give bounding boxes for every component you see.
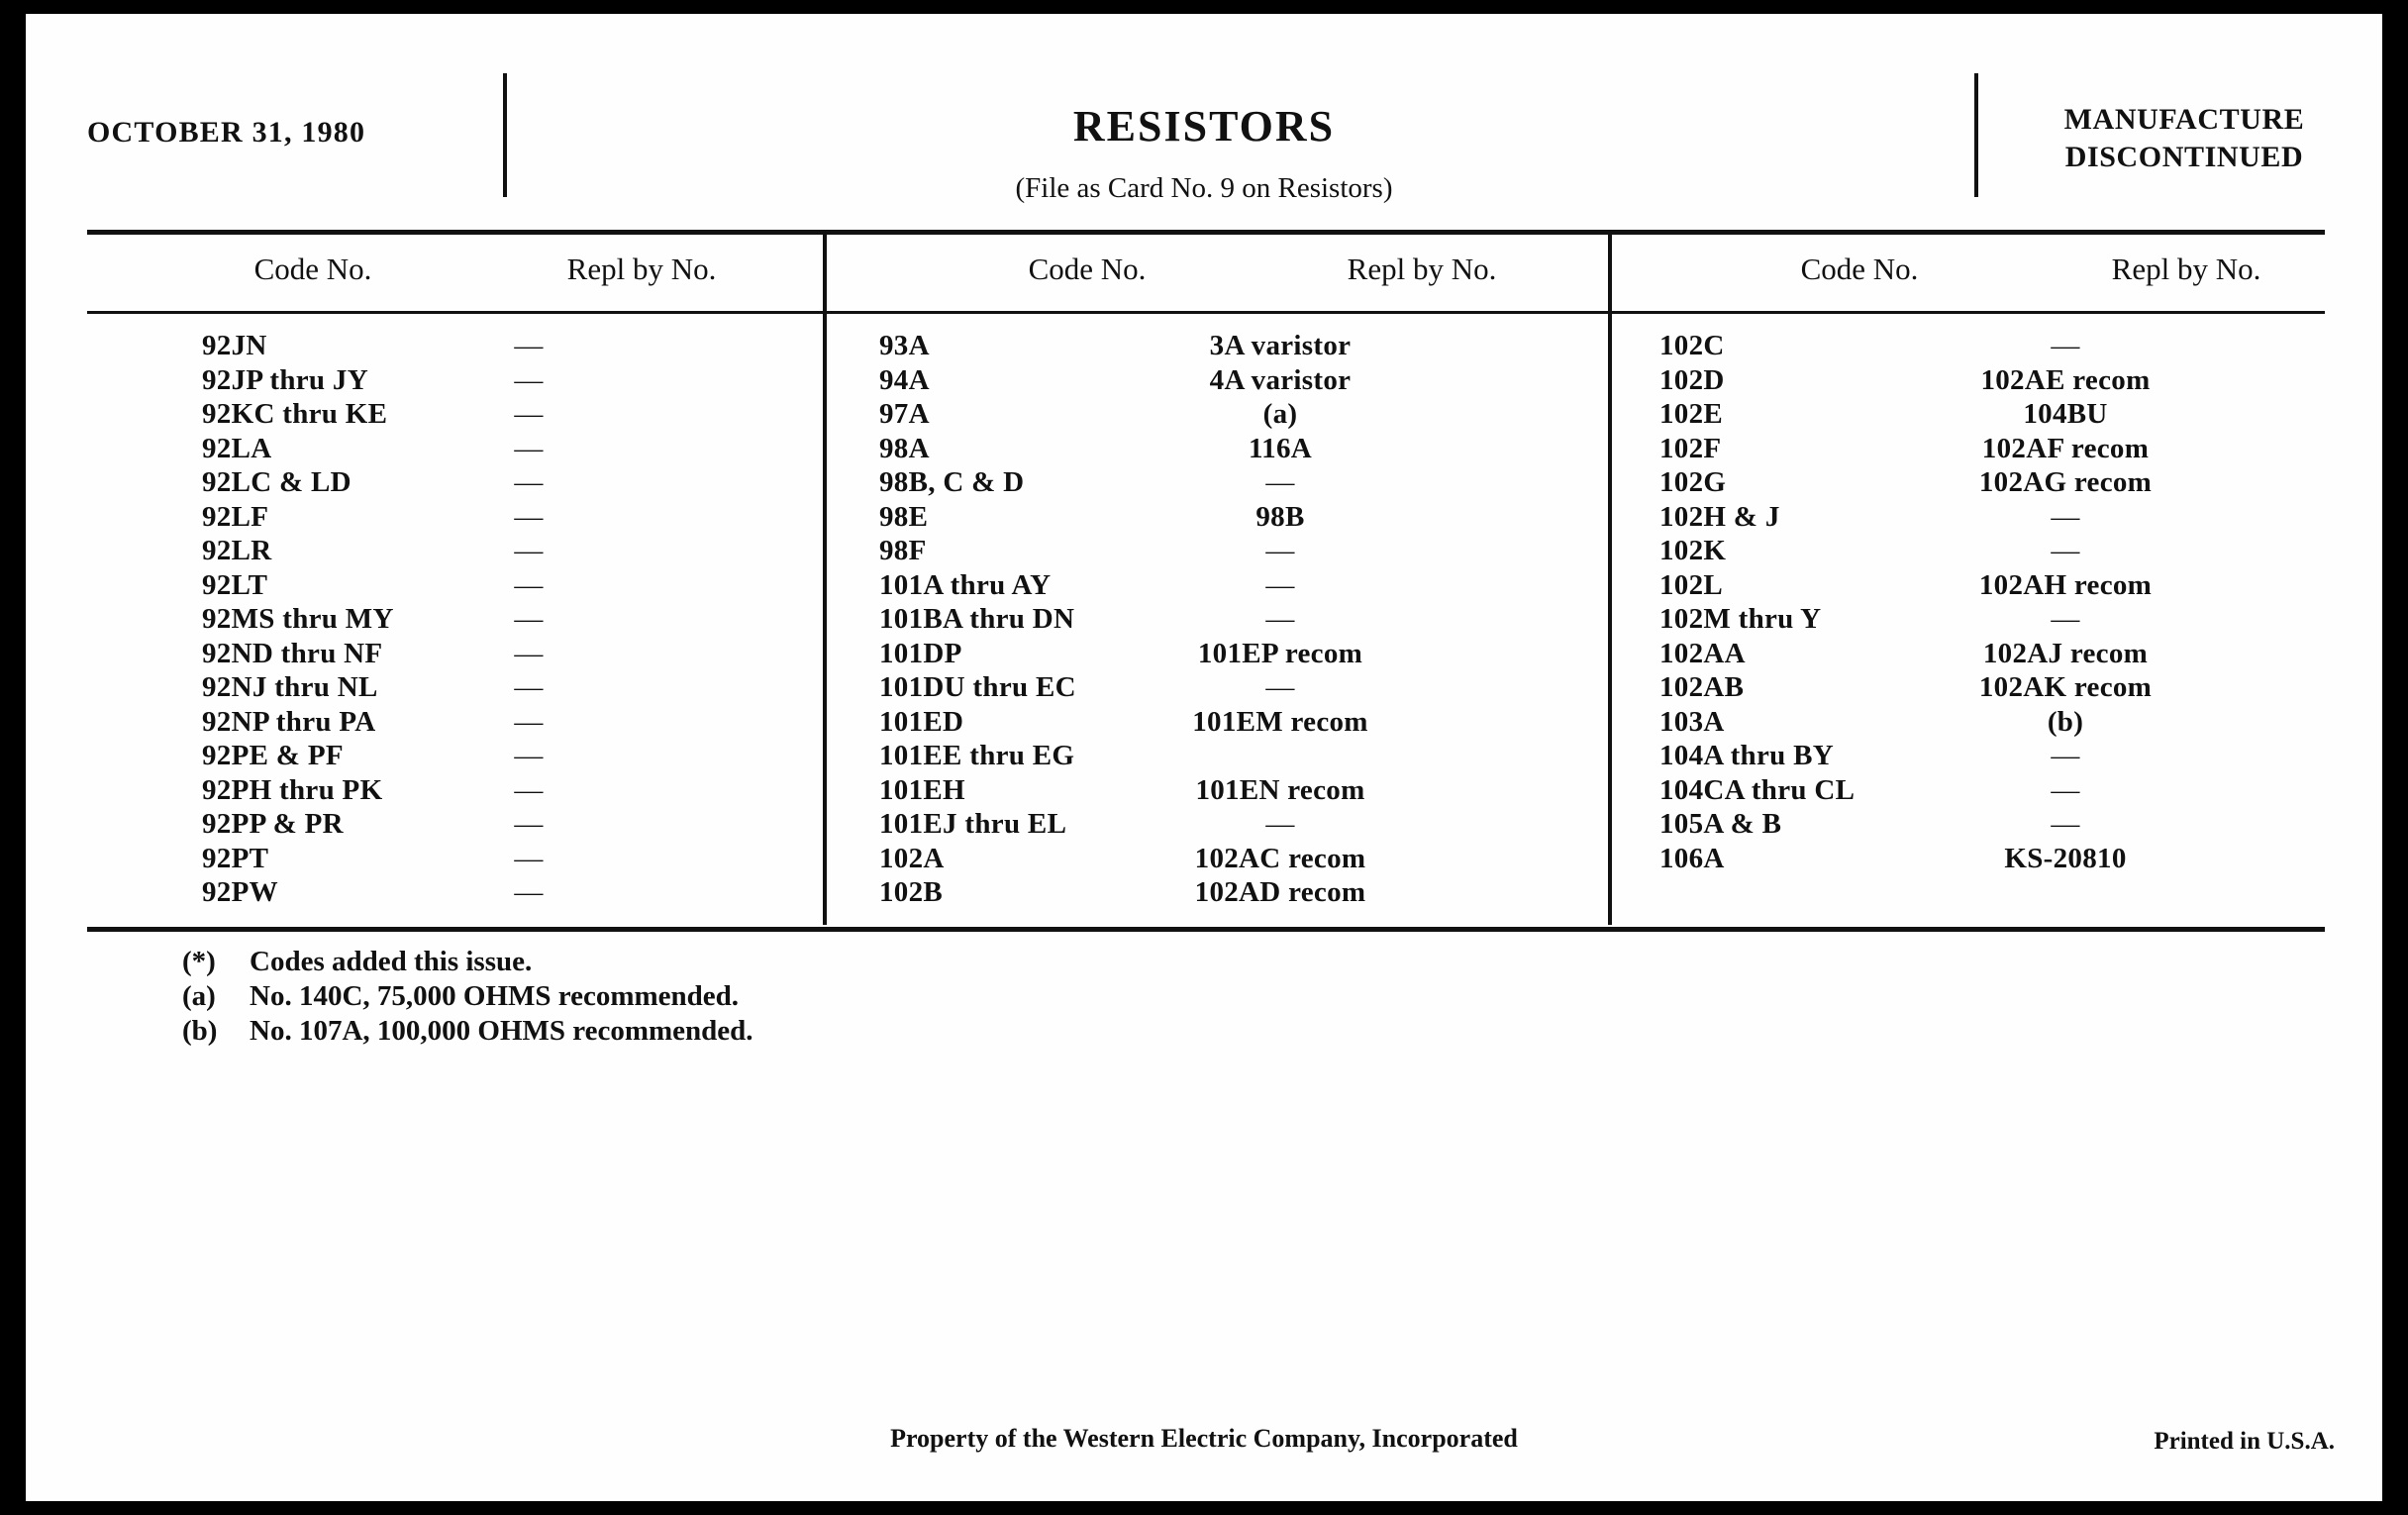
code-number: 98F xyxy=(879,535,927,566)
footnote-marker: (b) xyxy=(182,1015,218,1047)
replacement-number: 102AG recom xyxy=(1978,466,2153,498)
table-row xyxy=(202,807,796,842)
table-row xyxy=(879,705,1572,740)
code-number: 94A xyxy=(879,363,930,396)
table-row xyxy=(1659,739,2313,773)
table-row xyxy=(202,329,796,363)
table-group-1 xyxy=(202,329,796,910)
code-number: 101EE thru EG xyxy=(879,740,1075,771)
issue-date: OCTOBER 31, 1980 xyxy=(87,116,366,149)
code-number: 102L xyxy=(1659,568,1724,601)
replacement-number: — xyxy=(2051,603,2080,635)
code-number: 92NP thru PA xyxy=(202,705,376,738)
table-row xyxy=(879,842,1572,876)
replacement-number: — xyxy=(2051,740,2080,771)
replacement-number: — xyxy=(514,671,544,703)
table-row xyxy=(879,637,1572,671)
code-number: 102F xyxy=(1659,432,1722,464)
table-row xyxy=(1659,432,2313,466)
table-row xyxy=(1659,500,2313,535)
replacement-number: 104BU xyxy=(2023,398,2108,430)
code-number: 102M thru Y xyxy=(1659,603,1822,635)
footnote-marker: (a) xyxy=(182,980,216,1012)
replacement-number: 102AE recom xyxy=(1980,363,2151,396)
code-number: 101A thru AY xyxy=(879,568,1052,601)
footnote xyxy=(182,1014,753,1049)
replacement-number: 102AC recom xyxy=(1194,842,1366,874)
replacement-number: (a) xyxy=(1262,398,1298,430)
replacement-number: — xyxy=(514,740,544,771)
replacement-number: — xyxy=(514,535,544,566)
footnote-text: No. 140C, 75,000 OHMS recommended. xyxy=(250,980,740,1012)
replacement-number: 102AH recom xyxy=(1978,568,2153,601)
code-number: 92LR xyxy=(202,535,272,566)
replacement-number: (b) xyxy=(2047,705,2084,738)
replacement-number: 102AD recom xyxy=(1194,876,1366,908)
code-number: 92PE & PF xyxy=(202,740,344,771)
table-row xyxy=(202,602,796,637)
table-row xyxy=(879,397,1572,432)
code-number: 98B, C & D xyxy=(879,466,1025,498)
replacement-number: KS-20810 xyxy=(2004,842,2127,874)
table-row xyxy=(1659,329,2313,363)
table-row xyxy=(202,705,796,740)
table-column-headers xyxy=(87,252,2325,307)
table-row xyxy=(202,465,796,500)
replacement-number: 3A varistor xyxy=(1209,330,1352,361)
replacement-number: 101EN recom xyxy=(1195,773,1365,806)
table-column-divider-1 xyxy=(823,234,827,925)
table-group-3 xyxy=(1659,329,2313,875)
print-notice: Printed in U.S.A. xyxy=(2154,1428,2335,1455)
column-header-repl-3: Repl by No. xyxy=(2111,252,2261,286)
card-header xyxy=(26,14,2382,204)
replacement-number: 101EP recom xyxy=(1197,637,1363,669)
table-row xyxy=(879,534,1572,568)
code-number: 92PT xyxy=(202,842,269,874)
replacement-number: — xyxy=(2051,330,2080,361)
table-column-divider-2 xyxy=(1608,234,1612,925)
replacement-number: — xyxy=(514,466,544,498)
code-number: 102C xyxy=(1659,330,1725,361)
code-number: 92LF xyxy=(202,500,269,533)
table-row xyxy=(202,397,796,432)
code-number: 92MS thru MY xyxy=(202,603,394,635)
code-number: 101EJ thru EL xyxy=(879,808,1067,840)
property-notice: Property of the Western Electric Company, Incorporated xyxy=(890,1424,1518,1453)
code-number: 101DP xyxy=(879,637,962,669)
code-number: 101EH xyxy=(879,773,965,806)
code-number: 101DU thru EC xyxy=(879,671,1076,703)
table-row xyxy=(202,363,796,398)
table-row xyxy=(1659,773,2313,808)
replacement-number: — xyxy=(2051,535,2080,566)
table-row xyxy=(1659,568,2313,603)
table-row xyxy=(202,875,796,910)
table-row xyxy=(879,363,1572,398)
code-number: 104CA thru CL xyxy=(1659,773,1856,806)
table-header-rule xyxy=(87,311,2325,314)
code-number: 102AB xyxy=(1659,671,1745,703)
code-number: 102E xyxy=(1659,398,1724,430)
code-number: 102H & J xyxy=(1659,500,1780,533)
table-row xyxy=(202,500,796,535)
replacement-number: — xyxy=(514,808,544,840)
table-row xyxy=(879,807,1572,842)
table-row xyxy=(1659,670,2313,705)
replacement-number: — xyxy=(514,398,544,430)
replacement-number: — xyxy=(2051,808,2080,840)
footnote xyxy=(182,945,753,979)
table-row xyxy=(1659,807,2313,842)
status-line-2: DISCONTINUED xyxy=(2064,140,2304,173)
code-number: 102K xyxy=(1659,535,1727,566)
table-row xyxy=(202,842,796,876)
replacement-number: — xyxy=(1265,466,1295,498)
code-number: 98A xyxy=(879,432,930,464)
code-number: 92PW xyxy=(202,876,278,908)
replacement-number: — xyxy=(514,603,544,635)
replacement-number: — xyxy=(2051,773,2080,806)
table-row xyxy=(202,637,796,671)
replacement-number: 102AJ recom xyxy=(1982,637,2149,669)
replacement-number: — xyxy=(514,637,544,669)
code-number: 105A & B xyxy=(1659,808,1782,840)
table-row xyxy=(1659,363,2313,398)
reference-card xyxy=(26,14,2382,1501)
table-row xyxy=(879,500,1572,535)
replacement-number: — xyxy=(1265,603,1295,635)
code-number: 102G xyxy=(1659,466,1727,498)
replacement-number: — xyxy=(514,705,544,738)
table-top-rule xyxy=(87,230,2325,235)
replacement-number: 102AF recom xyxy=(1981,432,2150,464)
code-number: 92LA xyxy=(202,432,272,464)
code-number: 98E xyxy=(879,500,929,533)
table-row xyxy=(202,534,796,568)
table-row xyxy=(879,602,1572,637)
replacement-number: — xyxy=(2051,500,2080,533)
replacement-number: 116A xyxy=(1248,432,1313,464)
replacement-number: — xyxy=(514,330,544,361)
page-subtitle: (File as Card No. 9 on Resistors) xyxy=(1015,172,1393,204)
code-number: 92ND thru NF xyxy=(202,637,383,669)
table-row xyxy=(879,739,1572,773)
code-number: 106A xyxy=(1659,842,1725,874)
footnote-marker: (*) xyxy=(182,946,216,977)
footnotes xyxy=(182,945,753,1049)
column-header-repl-2: Repl by No. xyxy=(1347,252,1497,286)
replacement-number: — xyxy=(514,773,544,806)
code-number: 92NJ thru NL xyxy=(202,671,378,703)
code-number: 92JP thru JY xyxy=(202,363,368,396)
table-row xyxy=(879,875,1572,910)
table-row xyxy=(1659,534,2313,568)
code-number: 93A xyxy=(879,330,930,361)
column-header-code-2: Code No. xyxy=(1028,252,1147,286)
replacement-number: — xyxy=(514,876,544,908)
code-number: 101ED xyxy=(879,705,964,738)
code-number: 92PP & PR xyxy=(202,808,344,840)
code-number: 92LT xyxy=(202,568,268,601)
replacement-number: — xyxy=(1265,535,1295,566)
column-header-code-1: Code No. xyxy=(253,252,372,286)
footnote xyxy=(182,979,753,1014)
code-number: 97A xyxy=(879,398,930,430)
table-row xyxy=(879,670,1572,705)
code-number: 102D xyxy=(1659,363,1725,396)
replacement-number: 4A varistor xyxy=(1209,363,1352,396)
table-row xyxy=(1659,637,2313,671)
table-row xyxy=(202,739,796,773)
code-number: 102B xyxy=(879,876,944,908)
table-row xyxy=(202,670,796,705)
replacement-number: — xyxy=(514,568,544,601)
table-row xyxy=(879,432,1572,466)
table-row xyxy=(202,568,796,603)
replacement-number: 98B xyxy=(1255,500,1305,533)
table-row xyxy=(879,568,1572,603)
table-group-2 xyxy=(879,329,1572,910)
replacement-number: — xyxy=(1265,568,1295,601)
code-number: 104A thru BY xyxy=(1659,740,1835,771)
code-number: 92JN xyxy=(202,330,267,361)
status-line-1: MANUFACTURE xyxy=(2063,103,2305,136)
table-bottom-rule xyxy=(87,927,2325,932)
replacement-number: — xyxy=(514,432,544,464)
code-number: 102A xyxy=(879,842,945,874)
table-row xyxy=(202,773,796,808)
table-row xyxy=(1659,397,2313,432)
code-number: 102AA xyxy=(1659,637,1746,669)
code-number: 92KC thru KE xyxy=(202,398,388,430)
replacement-number: — xyxy=(514,842,544,874)
code-number: 92LC & LD xyxy=(202,466,351,498)
table-row xyxy=(879,465,1572,500)
table-row xyxy=(1659,705,2313,740)
replacement-number: — xyxy=(514,363,544,396)
code-number: 103A xyxy=(1659,705,1725,738)
table-row xyxy=(879,773,1572,808)
replacement-number: 102AK recom xyxy=(1978,671,2153,703)
status-badge xyxy=(1996,101,2372,175)
column-header-repl-1: Repl by No. xyxy=(566,252,717,286)
table-row xyxy=(1659,465,2313,500)
code-number: 101BA thru DN xyxy=(879,603,1075,635)
footnote-text: Codes added this issue. xyxy=(250,946,533,977)
replacement-number: — xyxy=(1265,808,1295,840)
table-row xyxy=(202,432,796,466)
replacement-number: 101EM recom xyxy=(1192,705,1368,738)
replacement-number: — xyxy=(1265,671,1295,703)
table-row xyxy=(879,329,1572,363)
page-title: RESISTORS xyxy=(1072,102,1336,151)
column-header-code-3: Code No. xyxy=(1800,252,1919,286)
code-number: 92PH thru PK xyxy=(202,773,383,806)
table-row xyxy=(1659,842,2313,876)
footnote-text: No. 107A, 100,000 OHMS recommended. xyxy=(250,1015,753,1047)
replacement-number: — xyxy=(514,500,544,533)
table-row xyxy=(1659,602,2313,637)
